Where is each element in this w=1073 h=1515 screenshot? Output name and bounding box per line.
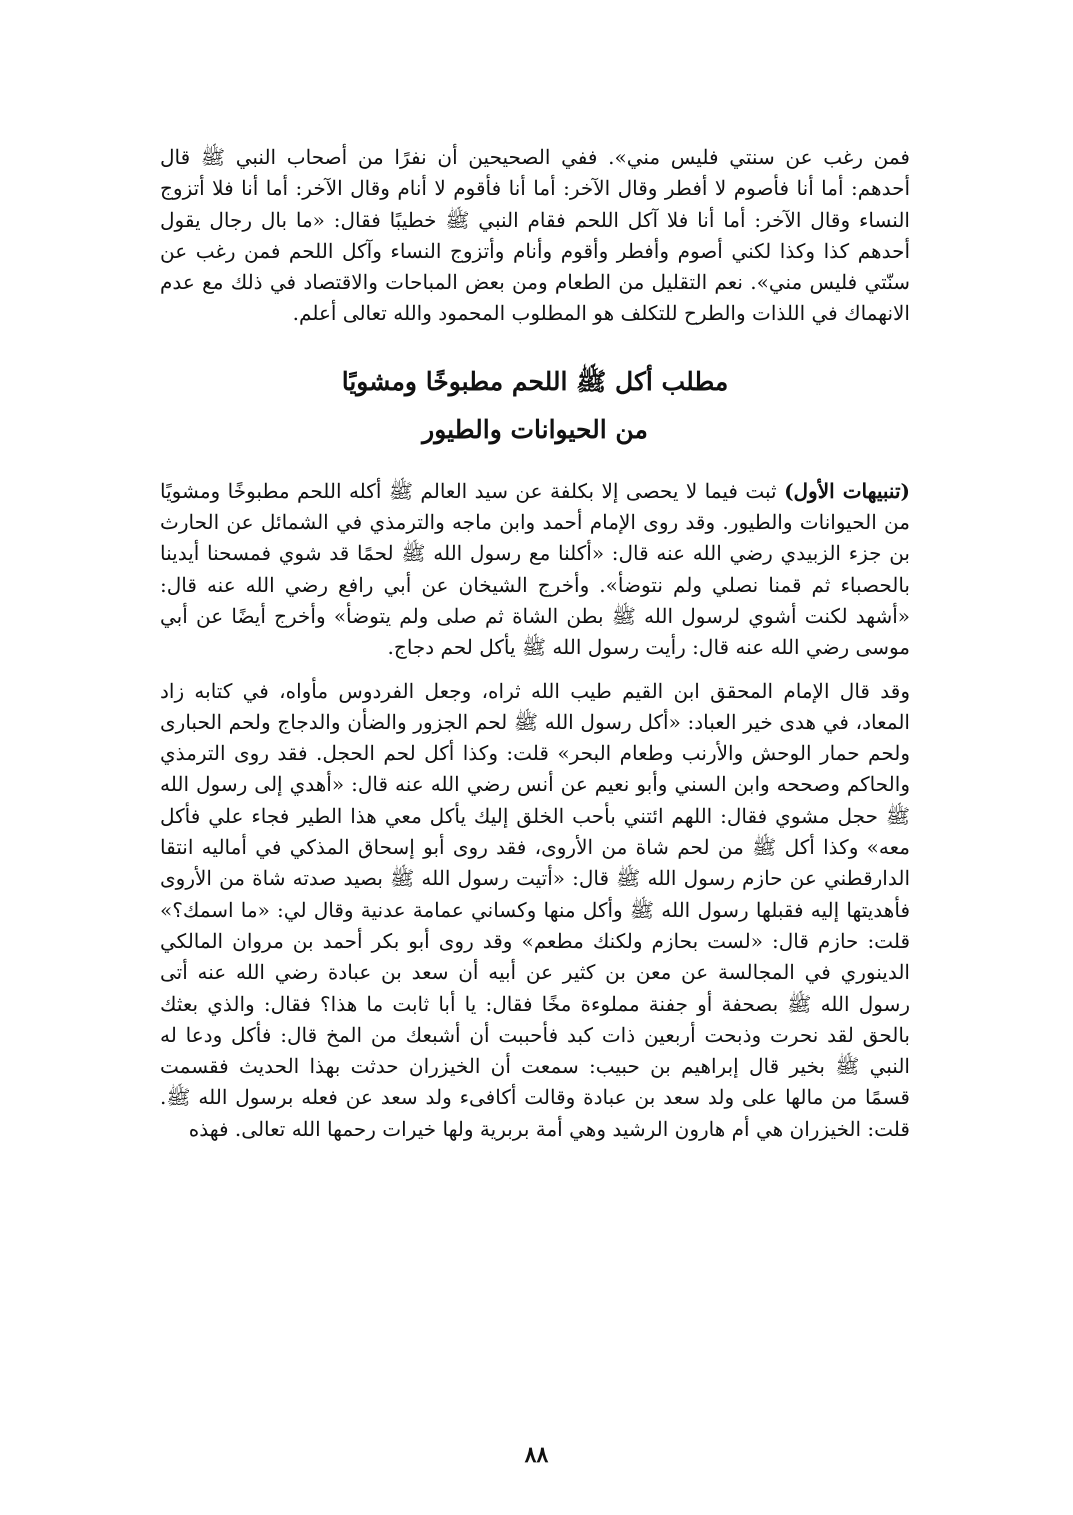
heading-line-2: من الحيوانات والطيور [422, 414, 648, 444]
paragraph-notes [160, 476, 910, 664]
heading-line-1: مطلب أكل ﷺ اللحم مطبوخًا ومشويًا [341, 366, 729, 396]
page-number: ٨٨ [524, 1442, 549, 1468]
paragraph-notes-lead: (تنبيهات الأول) [784, 478, 910, 503]
document-page [160, 142, 910, 1432]
section-heading [160, 358, 910, 454]
paragraph-notes-body: ثبت فيما لا يحصى إلا بكلفة عن سيد العالم ﷺ أكله اللحم مطبوخًا ومشويًا من الحيوانات والطيور. وقد روى الإمام أحمد وابن ماجه والترمذي في الشمائل عن الحارث بن جزء الزبيدي رضي الله عنه قال: «أكلنا مع رسول الله ﷺ لحمًا قد شوي فمسحنا أيدينا بالحصباء ثم قمنا نصلي ولم نتوضأ». وأخرج الشيخان عن أبي رافع رضي الله عنه قال: «أشهد لكنت أشوي لرسول الله ﷺ بطن الشاة ثم صلى ولم يتوضأ» وأخرج أيضًا عن أبي موسى رضي الله عنه قال: رأيت رسول الله ﷺ يأكل لحم دجاج. [160, 478, 910, 660]
paragraph-ibn-qayyim: وقد قال الإمام المحقق ابن القيم طيب الله ثراه، وجعل الفردوس مأواه، في كتابه زاد المعاد، في هدى خير العباد: «أكل رسول الله ﷺ لحم الجزور والضأن والدجاج ولحم الحبارى ولحم حمار الوحش والأرنب وطعام البحر» قلت: وكذا أكل لحم الحجل. فقد روى الترمذي والحاكم وصححه وابن السني وأبو نعيم عن أنس رضي الله عنه قال: «أهدي إلى رسول الله ﷺ حجل مشوي فقال: اللهم ائتني بأحب الخلق إليك يأكل معي هذا الطير فجاء علي فأكل معه» وكذا أكل ﷺ من لحم شاة من الأروى، فقد روى أبو إسحاق المذكي في أماليه انتقا الدارقطني عن حازم رسول الله ﷺ قال: «أتيت رسول الله ﷺ بصيد صدته شاة من الأروى فأهديتها إليه فقبلها رسول الله ﷺ وأكل منها وكساني عمامة عدنية وقال لي: «ما اسمك؟» قلت: حازم قال: «لست بحازم ولكنك مطعم» وقد روى أبو بكر أحمد بن مروان المالكي الدينوري في المجالسة عن معن بن كثير عن أبيه أن سعد بن عبادة رضي الله عنه أتى رسول الله ﷺ بصحفة أو جفنة مملوءة مخًا فقال: يا أبا ثابت ما هذا؟ فقال: والذي بعثك بالحق لقد نحرت وذبحت أربعين ذات كبد فأحببت أن أشبعك من المخ قال: فأكل ودعا له النبي ﷺ بخير قال إبراهيم بن حبيب: سمعت أن الخيزران حدثت بهذا الحديث فقسمت قسمًا من مالها على ولد سعد بن عبادة وقالت أكافىء ولد سعد عن فعله برسول الله ﷺ. قلت: الخيزران هي أم هارون الرشيد وهي أمة بربرية ولها خيرات رحمها الله تعالى. فهذه [160, 678, 910, 1141]
paragraph-opening: فمن رغب عن سنتي فليس مني». ففي الصحيحين أن نفرًا من أصحاب النبي ﷺ قال أحدهم: أما أنا فأصوم لا أفطر وقال الآخر: أما أنا فأقوم لا أنام وقال الآخر: أما أنا فلا أتزوج النساء وقال الآخر: أما أنا فلا آكل اللحم فقام النبي ﷺ خطيبًا فقال: «ما بال رجال يقول أحدهم كذا وكذا لكني أصوم وأفطر وأقوم وأنام وأتزوج النساء وآكل اللحم فمن رغب عن سنّتي فليس مني». نعم التقليل من الطعام ومن بعض المباحات والاقتصاد في ذلك مع عدم الانهماك في اللذات والطرح للتكلف هو المطلوب المحمود والله تعالى أعلم. [160, 145, 910, 326]
